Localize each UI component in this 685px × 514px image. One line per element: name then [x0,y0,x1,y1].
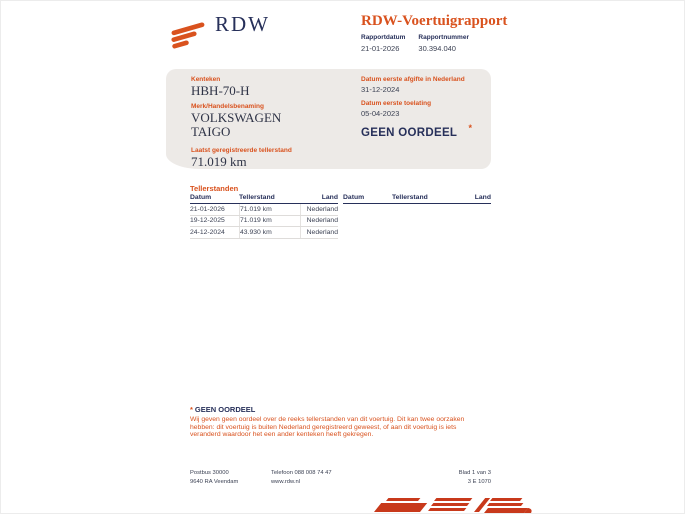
column-header-land: Land [474,194,491,201]
table-header-row [343,194,491,204]
tellerstand-label: Laatst geregistreerde tellerstand [191,146,292,154]
merk-label: Merk/Handelsbenaming [191,102,264,110]
toelating-label: Datum eerste toelating [361,100,432,107]
rdw-wing-icon [170,22,208,55]
rdw-logo-text: RDW [215,12,270,36]
cell-land: Nederland [306,217,338,225]
footnote-asterisk: * [190,405,193,414]
cell-datum: 24-12-2024 [190,227,240,238]
afgifte-value: 31-12-2024 [361,85,400,94]
tellerstanden-title: Tellerstanden [190,184,239,193]
report-date-value: 21-01-2026 [361,44,400,53]
tellerstanden-table-left [190,194,338,239]
vehicle-summary-left [191,76,292,169]
cell-datum: 19-12-2025 [190,216,240,227]
footnote-title-text: GEEN OORDEEL [194,405,256,414]
cell-tellerstand: 71.019 km [240,204,301,215]
tellerstand-value: 71.019 km [191,153,247,169]
report-meta [361,34,469,53]
footer-form-code: 3 E 1070 [467,479,491,485]
cell-tellerstand: 71.019 km [240,216,301,227]
cell-datum: 21-01-2026 [190,204,240,215]
report-date-label: Rapportdatum [361,34,406,41]
footnote-title [190,405,488,414]
table-header-row [190,194,338,204]
report-date-block [361,34,405,53]
tellerstanden-table-right [343,194,491,239]
column-header-tellerstand: Tellerstand [239,194,275,201]
footer-address [190,469,271,487]
rdw-logo [170,13,270,55]
footer-page-indicator: Blad 1 van 3 [458,470,491,476]
cell-land: Nederland [306,205,338,213]
rdw-stripes-graphic [372,496,533,514]
footer-phone: Telefoon 088 008 74 47 [271,470,332,476]
table-row [190,227,338,239]
table-row [190,216,338,228]
column-header-land: Land [321,194,338,201]
vehicle-summary-box [166,69,491,169]
report-number-label: Rapportnummer [418,34,469,41]
footer-website-link[interactable]: www.rdw.nl [271,479,300,485]
table-row [190,204,338,216]
report-number-value: 30.394.040 [418,44,456,53]
footer-address-line1: Postbus 30000 [190,470,229,476]
report-number-block [418,34,469,53]
tellerstanden-tables [190,194,491,239]
document-title: RDW-Voertuigrapport [361,13,508,29]
afgifte-label: Datum eerste afgifte in Nederland [361,76,465,83]
footer-contact [271,469,459,487]
cell-land: Nederland [306,228,338,236]
oordeel-status: GEEN OORDEEL [361,127,458,139]
toelating-value: 05-04-2023 [361,109,400,118]
kenteken-label: Kenteken [191,76,221,83]
column-header-datum: Datum [190,194,212,201]
handelsbenaming-value: TAIGO [191,124,231,139]
column-header-datum: Datum [343,194,365,201]
column-header-tellerstand: Tellerstand [392,194,428,201]
oordeel-asterisk: * [468,123,472,133]
cell-tellerstand: 43.930 km [240,227,301,238]
footer-page-info [459,469,491,487]
footnote [190,405,488,439]
kenteken-value: HBH-70-H [191,83,250,98]
vehicle-summary-right [361,76,473,139]
footer-address-line2: 9640 RA Veendam [190,479,239,485]
merk-value: VOLKSWAGEN [191,109,282,125]
footnote-text: Wij geven geen oordeel over de reeks tellerstanden van dit voertuig. Dit kan twee oorzaken hebben: dit voertuig is buiten Nederland geregistreerd geweest, of aan dit voertuig is iets veranderd waardoor het een ander kenteken heeft gekregen. [190,416,465,439]
page-footer [190,469,491,487]
